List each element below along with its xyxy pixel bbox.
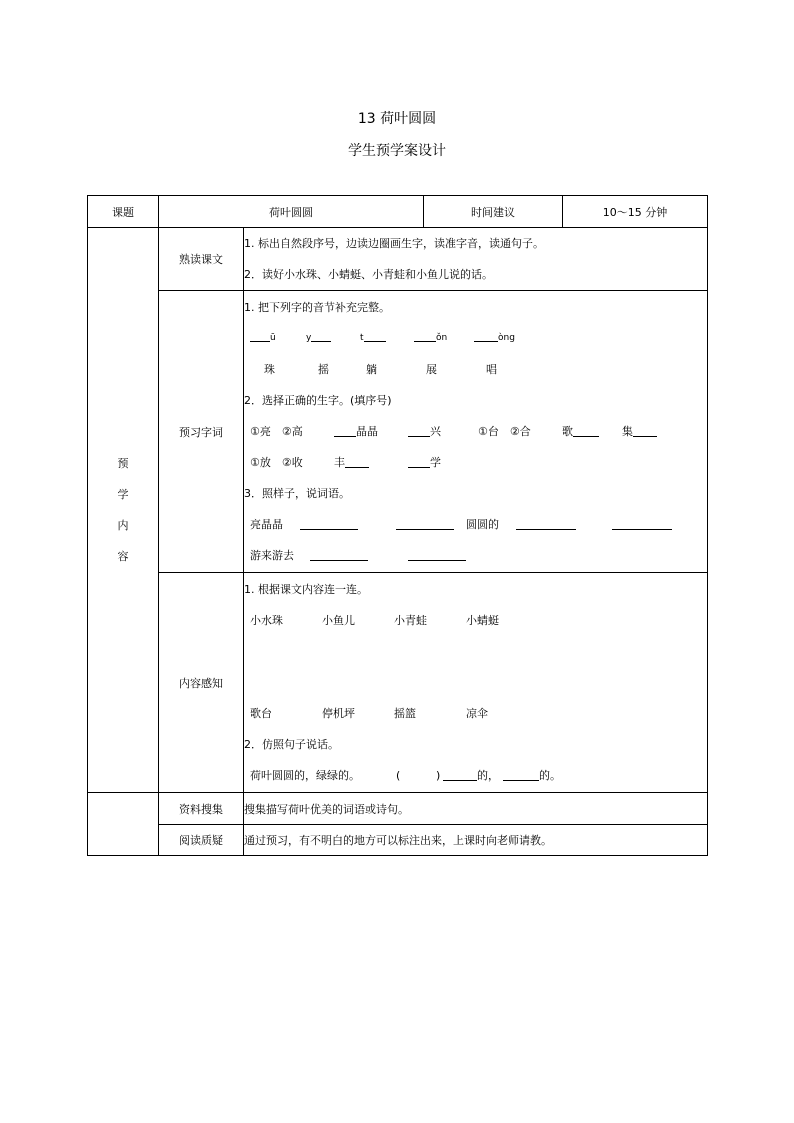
sec1-line1: 1. 标出自然段序号，边读边圈画生字，读准字音，读通句子。 <box>244 237 544 250</box>
match-item: 歌台 <box>250 707 272 720</box>
sec3-q1: 1. 根据课文内容连一连。 <box>244 583 368 596</box>
side-char: 内 <box>117 519 129 532</box>
row-questions <box>88 825 708 856</box>
header-time-label: 时间建议 <box>424 196 563 228</box>
choice-word: 学 <box>430 456 441 469</box>
paren-open: ( <box>396 769 401 782</box>
side-label <box>88 228 159 793</box>
match-item: 摇篮 <box>394 707 416 720</box>
doc-subtitle: 学生预学案设计 <box>348 143 446 159</box>
char-item: 展 <box>426 363 437 376</box>
example-word: 亮晶晶 <box>250 518 283 531</box>
sec1-label: 熟读课文 <box>159 228 244 291</box>
match-item: 小鱼儿 <box>322 614 355 627</box>
match-top-row <box>244 605 707 636</box>
choice-word: 晶晶 <box>356 425 378 438</box>
pinyin-item: òng <box>498 333 515 343</box>
pinyin-item: t <box>360 333 364 343</box>
match-item: 小蜻蜓 <box>466 614 499 627</box>
sec2-q3: 3．照样子，说词语。 <box>244 487 350 500</box>
imitate-row <box>244 760 707 791</box>
sec5-text: 通过预习，有不明白的地方可以标注出来，上课时向老师请教。 <box>244 825 708 856</box>
match-gap <box>244 636 707 698</box>
example-word: 圆圆的 <box>466 518 499 531</box>
choice-options: ①亮 ②高 <box>250 425 303 438</box>
sec5-label: 阅读质疑 <box>159 825 244 856</box>
sec3-label: 内容感知 <box>159 573 244 793</box>
row-content <box>88 573 708 793</box>
choice-word: 歌 <box>562 425 573 438</box>
row-words <box>88 291 708 573</box>
example-row-2 <box>244 540 707 571</box>
sentence-part: 的， <box>477 769 499 782</box>
example-row-1 <box>244 509 707 540</box>
char-item: 摇 <box>318 363 329 376</box>
sec3-content <box>244 573 708 793</box>
header-time-value: 10～15 分钟 <box>563 196 708 228</box>
header-topic-label: 课题 <box>88 196 159 228</box>
example-sentence: 荷叶圆圆的，绿绿的。 <box>250 769 360 782</box>
sec2-q1: 1. 把下列字的音节补充完整。 <box>244 301 390 314</box>
choice-row-1 <box>244 416 707 447</box>
sec2-label: 预习字词 <box>159 291 244 573</box>
pinyin-item: ǒn <box>436 333 448 343</box>
choice-options: ①放 ②收 <box>250 456 303 469</box>
sec1-content <box>244 228 708 291</box>
pinyin-item: ū <box>270 333 276 343</box>
sec3-q2: 2．仿照句子说话。 <box>244 738 339 751</box>
char-item: 躺 <box>366 363 377 376</box>
choice-word: 丰 <box>334 456 345 469</box>
sec2-content <box>244 291 708 573</box>
char-item: 珠 <box>264 363 275 376</box>
header-topic-value: 荷叶圆圆 <box>159 196 424 228</box>
match-bottom-row <box>244 698 707 729</box>
sec4-label: 资料搜集 <box>159 793 244 825</box>
pinyin-item: y <box>306 333 312 343</box>
char-item: 唱 <box>486 363 497 376</box>
preview-table <box>87 195 708 856</box>
sec4-text: 搜集描写荷叶优美的词语或诗句。 <box>244 793 708 825</box>
choice-options: ①台 ②合 <box>478 425 531 438</box>
pinyin-row <box>244 323 707 354</box>
match-item: 小青蛙 <box>394 614 427 627</box>
side-char: 预 <box>117 457 129 470</box>
header-row <box>88 196 708 228</box>
sec2-q2: 2．选择正确的生字。(填序号) <box>244 394 392 407</box>
row-research <box>88 793 708 825</box>
example-word: 游来游去 <box>250 549 294 562</box>
side-char: 学 <box>117 488 129 501</box>
choice-word: 集 <box>622 425 633 438</box>
paren-close: ) <box>436 769 441 782</box>
row-read <box>88 228 708 291</box>
choice-row-2 <box>244 447 707 478</box>
match-item: 停机坪 <box>322 707 355 720</box>
char-row <box>244 354 707 385</box>
choice-word: 兴 <box>430 425 441 438</box>
sec1-line2: 2．读好小水珠、小蜻蜓、小青蛙和小鱼儿说的话。 <box>244 268 493 281</box>
lesson-title: 13 荷叶圆圆 <box>357 111 437 127</box>
sentence-part: 的。 <box>539 769 561 782</box>
match-item: 小水珠 <box>250 614 283 627</box>
match-item: 凉伞 <box>466 707 488 720</box>
side-char: 容 <box>117 550 129 563</box>
